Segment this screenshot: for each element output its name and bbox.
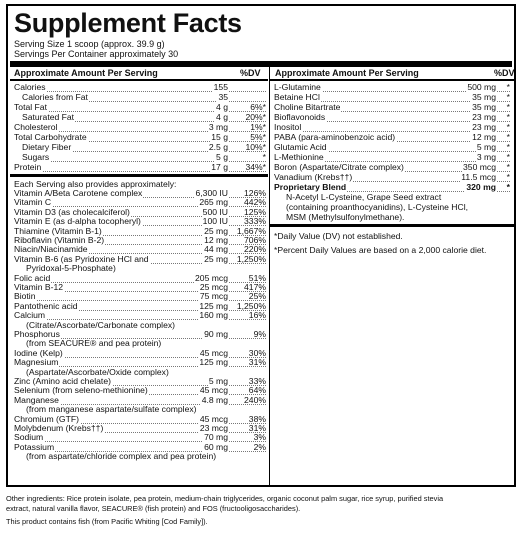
nutrient-amount: 70 mg bbox=[204, 432, 228, 443]
nutrient-amount: 350 mcg bbox=[463, 162, 496, 172]
nutrient-amount: 5 g bbox=[216, 152, 228, 162]
blend-description-line: N-Acetyl L-Cysteine, Grape Seed extract bbox=[286, 192, 442, 202]
nutrient-dv: * bbox=[506, 162, 510, 172]
nutrient-dv: 2% bbox=[253, 441, 266, 452]
nutrient-amount: 5 mg bbox=[476, 142, 496, 152]
nutrient-name: Riboflavin (Vitamin B-2) bbox=[14, 235, 105, 245]
nutrient-extra-line: Pyridoxal-5-Phosphate) bbox=[26, 263, 116, 274]
nutrient-amount: 23 mg bbox=[472, 122, 496, 132]
nutrient-amount: 12 mg bbox=[472, 132, 496, 142]
nutrient-amount: 25 mg bbox=[204, 253, 228, 264]
nutrient-name: Total Fat bbox=[14, 102, 47, 112]
nutrient-dv: * bbox=[506, 132, 510, 142]
nutrient-amount: 500 mg bbox=[467, 82, 496, 92]
nutrient-amount: 500 IU bbox=[202, 206, 228, 217]
right-item-row bbox=[274, 163, 510, 172]
nutrient-name: Betaine HCl bbox=[274, 92, 320, 102]
nutrient-dv: 10%* bbox=[245, 142, 266, 152]
macro-row bbox=[14, 153, 266, 162]
right-item-row bbox=[274, 113, 510, 122]
nutrient-amount: 160 mg bbox=[199, 310, 228, 321]
nutrient-name: Biotin bbox=[14, 291, 36, 302]
nutrient-name: Phosphorus bbox=[14, 329, 60, 339]
blend-description-line: MSM (Methylsulfonylmethane). bbox=[286, 212, 405, 222]
nutrient-extra-line: (Aspartate/Ascorbate/Oxide complex) bbox=[26, 366, 169, 377]
nutrient-amount: 320 mg bbox=[466, 182, 496, 192]
nutrient-extra-line: (from SEACURE® and pea protein) bbox=[26, 338, 162, 349]
footnote-daily-values: *Percent Daily Values are based on a 2,000 calorie diet. bbox=[274, 245, 487, 255]
nutrient-name: Vitamin C bbox=[14, 197, 52, 208]
nutrient-name: Bioflavonoids bbox=[274, 112, 326, 122]
nutrient-name: Folic acid bbox=[14, 272, 51, 283]
nutrient-name: Protein bbox=[14, 162, 42, 172]
nutrient-name: Thiamine (Vitamin B-1) bbox=[14, 225, 102, 236]
serving-size: Serving Size 1 scoop (approx. 39.9 g) bbox=[14, 39, 165, 49]
supplement-facts-panel bbox=[6, 4, 516, 487]
nutrient-amount: 45 mcg bbox=[199, 413, 228, 424]
nutrient-name: Sodium bbox=[14, 432, 44, 443]
panel-title: Supplement Facts bbox=[14, 8, 242, 38]
nutrient-dv: 20%* bbox=[245, 112, 266, 122]
nutrient-name: Total Carbohydrate bbox=[14, 132, 87, 142]
nutrient-name: Vitamin A/Beta Carotene complex bbox=[14, 188, 143, 198]
nutrient-dv: * bbox=[506, 172, 510, 182]
nutrient-dv: * bbox=[506, 142, 510, 152]
nutrient-dv: 1,667% bbox=[236, 225, 266, 236]
nutrient-name: Calories from Fat bbox=[14, 93, 89, 102]
nutrient-dv: 33% bbox=[248, 376, 266, 386]
left-header-rule bbox=[10, 79, 268, 81]
nutrient-row bbox=[14, 189, 266, 198]
nutrient-name: Cholesterol bbox=[14, 122, 58, 132]
nutrient-extra-line: (from aspartate/chloride complex and pea protein) bbox=[26, 451, 217, 462]
macro-row bbox=[14, 83, 266, 92]
nutrient-name: Niacin/Niacinamide bbox=[14, 244, 88, 255]
nutrient-amount: 100 IU bbox=[202, 216, 228, 227]
nutrient-dv: 220% bbox=[244, 244, 266, 255]
nutrient-amount: 205 mcg bbox=[195, 272, 228, 283]
nutrient-dv: * bbox=[506, 92, 510, 102]
nutrient-dv: 5%* bbox=[250, 132, 266, 142]
left-header-dv: %DV bbox=[240, 68, 261, 78]
nutrient-name: Inositol bbox=[274, 122, 302, 132]
right-header-amount: Approximate Amount Per Serving bbox=[275, 68, 419, 78]
nutrient-amount: 125 mg bbox=[199, 357, 228, 368]
nutrient-amount: 25 mg bbox=[204, 225, 228, 236]
macro-row bbox=[14, 123, 266, 132]
nutrient-dv: 3% bbox=[253, 432, 266, 443]
column-divider bbox=[269, 62, 270, 487]
allergen-statement: This product contains fish (from Pacific Whiting [Cod Family]). bbox=[6, 517, 208, 526]
nutrient-dv: * bbox=[506, 82, 510, 92]
nutrient-amount: 23 mcg bbox=[199, 423, 228, 433]
right-item-row bbox=[274, 133, 510, 142]
nutrient-amount: 25 mcg bbox=[199, 282, 228, 292]
nutrient-dv: * bbox=[506, 152, 510, 162]
macro-row bbox=[14, 143, 266, 152]
nutrient-extra-line: (from manganese aspartate/sulfate complex) bbox=[26, 404, 197, 415]
nutrient-dv: * bbox=[506, 102, 510, 112]
nutrient-name: Vitamin D3 (as cholecalciferol) bbox=[14, 206, 130, 217]
nutrient-amount: 4 g bbox=[216, 102, 228, 112]
nutrient-amount: 2.5 g bbox=[208, 142, 228, 152]
macro-row bbox=[14, 103, 266, 112]
nutrient-dv: * bbox=[506, 182, 510, 192]
servings-per-container: Servings Per Container approximately 30 bbox=[14, 49, 179, 59]
nutrient-name: Calories bbox=[14, 82, 46, 92]
nutrient-amount: 12 mg bbox=[204, 235, 228, 245]
nutrient-name: Glutamic Acid bbox=[274, 142, 327, 152]
nutrient-row bbox=[14, 217, 266, 226]
macro-row bbox=[14, 133, 266, 142]
nutrient-name: Boron (Aspartate/Citrate complex) bbox=[274, 162, 404, 172]
macro-row bbox=[14, 93, 266, 102]
right-item-row bbox=[274, 153, 510, 162]
nutrient-dv: 417% bbox=[244, 282, 266, 292]
nutrient-dv: 6%* bbox=[250, 102, 266, 112]
nutrient-name: Dietary Fiber bbox=[14, 143, 72, 152]
nutrient-dv: 34%* bbox=[245, 162, 266, 172]
nutrient-amount: 4.8 mg bbox=[201, 394, 228, 405]
nutrient-amount: 125 mg bbox=[199, 300, 228, 311]
left-header-amount: Approximate Amount Per Serving bbox=[14, 68, 158, 78]
top-thick-rule bbox=[10, 61, 512, 67]
nutrient-dv: 240% bbox=[244, 394, 266, 405]
right-header-rule bbox=[270, 79, 514, 81]
other-ingredients-line: extract, natural vanilla flavor, SEACURE® (fish protein) and FOS (fructooligosaccharides). bbox=[6, 504, 301, 513]
other-ingredients bbox=[6, 494, 518, 527]
nutrient-name: Choline Bitartrate bbox=[274, 102, 341, 112]
nutrient-dv: 31% bbox=[248, 357, 266, 368]
right-item-row bbox=[274, 143, 510, 152]
nutrient-amount: 3 mg bbox=[476, 152, 496, 162]
nutrient-name: L-Glutamine bbox=[274, 82, 321, 92]
nutrient-dv: * bbox=[506, 122, 510, 132]
nutrient-dv: 126% bbox=[244, 188, 266, 198]
nutrient-name: Calcium bbox=[14, 310, 46, 321]
nutrient-name: Iodine (Kelp) bbox=[14, 347, 63, 358]
footnote-not-established: *Daily Value (DV) not established. bbox=[274, 231, 403, 241]
nutrient-dv: 30% bbox=[248, 347, 266, 358]
nutrient-dv: 38% bbox=[248, 413, 266, 424]
nutrient-amount: 44 mg bbox=[204, 244, 228, 255]
nutrient-dv: 25% bbox=[248, 291, 266, 302]
right-item-row bbox=[274, 103, 510, 112]
nutrient-amount: 60 mg bbox=[204, 441, 228, 452]
nutrient-dv: 31% bbox=[248, 423, 266, 433]
nutrient-name: Pantothenic acid bbox=[14, 300, 78, 311]
right-item-row bbox=[274, 123, 510, 132]
nutrient-amount: 4 g bbox=[216, 112, 228, 122]
nutrient-name: Vitamin B-12 bbox=[14, 282, 64, 292]
nutrient-name: Proprietary Blend bbox=[274, 182, 347, 192]
blend-description-line: (containing proanthocyanidins), L-Cysteine HCl, bbox=[286, 202, 468, 212]
macro-row bbox=[14, 163, 266, 172]
nutrient-name: Vanadium (Krebs††) bbox=[274, 172, 353, 182]
nutrient-name: Saturated Fat bbox=[14, 113, 75, 122]
nutrient-name: Magnesium bbox=[14, 357, 59, 368]
nutrient-amount: 90 mg bbox=[204, 329, 228, 339]
right-item-row bbox=[274, 93, 510, 102]
macro-row bbox=[14, 113, 266, 122]
nutrient-dv: 16% bbox=[248, 310, 266, 321]
nutrient-amount: 35 mg bbox=[472, 92, 496, 102]
nutrient-name: Selenium (from seleno-methionine) bbox=[14, 385, 148, 396]
nutrient-amount: 23 mg bbox=[472, 112, 496, 122]
nutrient-name: Molybdenum (Krebs††) bbox=[14, 423, 104, 433]
nutrient-dv: 706% bbox=[244, 235, 266, 245]
nutrient-amount: 155 bbox=[213, 82, 228, 92]
nutrient-amount: 45 mcg bbox=[199, 385, 228, 396]
nutrient-dv: 1,250% bbox=[236, 253, 266, 264]
nutrient-amount: 6,300 IU bbox=[195, 188, 228, 198]
nutrient-dv: * bbox=[262, 152, 266, 162]
nutrient-dv: * bbox=[506, 112, 510, 122]
nutrient-extra-line: (Citrate/Ascorbate/Carbonate complex) bbox=[26, 319, 176, 330]
nutrient-dv: 333% bbox=[244, 216, 266, 227]
right-item-row bbox=[274, 83, 510, 92]
other-ingredients-line: Other ingredients: Rice protein isolate, pea protein, medium-chain triglycerides, organic coconut palm sugar, rice syrup, purified stevia bbox=[6, 494, 444, 503]
nutrient-name: Manganese bbox=[14, 394, 59, 405]
nutrient-name: Zinc (Amino acid chelate) bbox=[14, 376, 111, 386]
macro-bottom-rule bbox=[10, 174, 268, 177]
nutrient-name: Sugars bbox=[14, 153, 50, 162]
nutrient-amount: 265 mg bbox=[199, 197, 228, 208]
nutrient-name: Vitamin E (as d-alpha tocopheryl) bbox=[14, 216, 141, 227]
nutrient-dv: 64% bbox=[248, 385, 266, 396]
each-serving-label: Each Serving also provides approximately: bbox=[14, 179, 177, 189]
nutrient-dv: 125% bbox=[244, 206, 266, 217]
nutrient-dv: 51% bbox=[248, 272, 266, 283]
nutrient-amount: 35 bbox=[218, 92, 228, 102]
nutrient-amount: 15 g bbox=[211, 132, 228, 142]
nutrient-name: L-Methionine bbox=[274, 152, 324, 162]
nutrient-amount: 5 mg bbox=[208, 376, 228, 386]
nutrient-amount: 45 mcg bbox=[199, 347, 228, 358]
nutrient-row bbox=[14, 283, 266, 292]
nutrient-amount: 35 mg bbox=[472, 102, 496, 112]
nutrient-name: Chromium (GTF) bbox=[14, 413, 79, 424]
nutrient-dv: 1,250% bbox=[236, 300, 266, 311]
nutrient-amount: 3 mg bbox=[208, 122, 228, 132]
nutrient-name: Potassium bbox=[14, 441, 55, 452]
nutrient-name: PABA (para-aminobenzoic acid) bbox=[274, 132, 396, 142]
right-item-row bbox=[274, 173, 510, 182]
right-item-row bbox=[274, 183, 510, 192]
nutrient-dv: 1%* bbox=[250, 122, 266, 132]
nutrient-amount: 11.5 mcg bbox=[461, 172, 496, 182]
nutrient-name: Vitamin B-6 (as Pyridoxine HCl and bbox=[14, 253, 149, 264]
right-header-dv: %DV bbox=[494, 68, 515, 78]
nutrient-dv: 9% bbox=[253, 329, 266, 339]
nutrient-row bbox=[14, 302, 266, 311]
nutrient-amount: 17 g bbox=[211, 162, 228, 172]
right-bottom-rule bbox=[270, 224, 514, 227]
nutrient-row bbox=[14, 424, 266, 433]
nutrient-amount: 75 mcg bbox=[199, 291, 228, 302]
nutrient-dv: 442% bbox=[244, 197, 266, 208]
